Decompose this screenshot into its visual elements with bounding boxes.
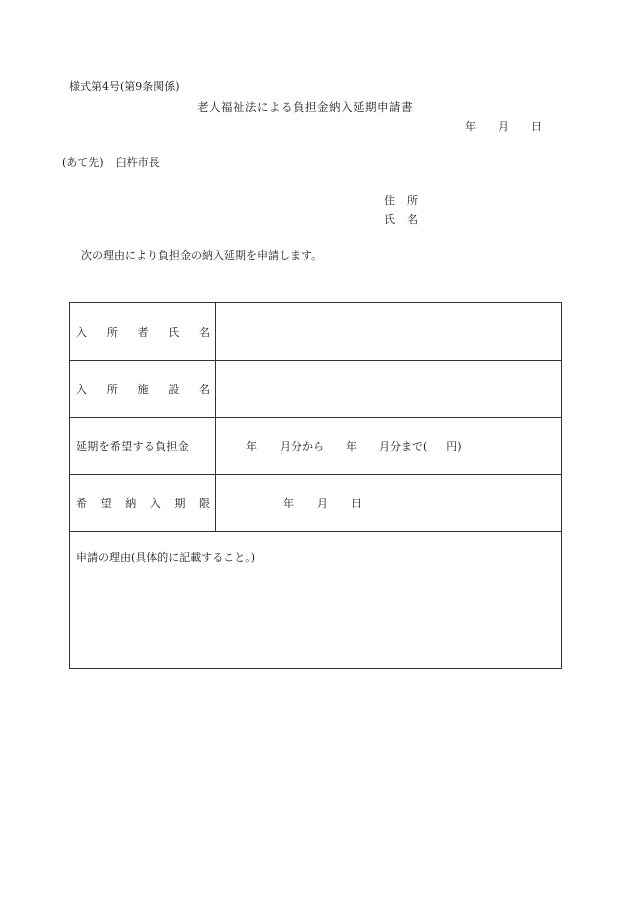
label-resident-name: 入 所 者 氏 名 xyxy=(70,303,216,360)
value-resident-name[interactable] xyxy=(217,303,561,360)
row-facility-name xyxy=(70,361,561,418)
name-label: 氏 名 xyxy=(384,213,418,226)
date-month: 月 xyxy=(498,120,509,133)
form-number: 様式第4号(第9条関係) xyxy=(69,80,180,93)
to-month: 月分まで( xyxy=(379,440,428,453)
to-year: 年 xyxy=(346,440,357,453)
value-deferred-amount[interactable] xyxy=(217,418,561,474)
value-payment-deadline[interactable] xyxy=(217,475,561,531)
reason-label: 申請の理由(具体的に記載すること。) xyxy=(76,551,256,564)
from-year: 年 xyxy=(246,440,257,453)
label-deferred-amount: 延期を希望する負担金 xyxy=(70,418,216,474)
address-label: 住 所 xyxy=(384,194,418,207)
row-resident-name xyxy=(70,303,561,361)
yen: 円) xyxy=(446,440,462,453)
request-sentence: 次の理由により負担金の納入延期を申請します。 xyxy=(81,249,323,262)
reason-cell[interactable] xyxy=(70,532,561,668)
deadline-day: 日 xyxy=(351,497,362,510)
date-line xyxy=(465,120,542,134)
deadline-month: 月 xyxy=(317,497,328,510)
addressee xyxy=(62,156,160,170)
row-deferred-amount xyxy=(70,418,561,475)
addressee-name: 臼杵市長 xyxy=(115,156,160,169)
deadline-year: 年 xyxy=(283,497,294,510)
addressee-prefix: (あて先) xyxy=(62,156,104,169)
row-payment-deadline xyxy=(70,475,561,532)
label-payment-deadline: 希 望 納 入 期 限 xyxy=(70,475,216,531)
application-table xyxy=(69,302,562,669)
from-month: 月分から xyxy=(280,440,324,453)
date-year: 年 xyxy=(465,120,476,133)
value-facility-name[interactable] xyxy=(217,361,561,417)
applicant-block xyxy=(384,194,418,232)
document-title: 老人福祉法による負担金納入延期申請書 xyxy=(197,100,413,114)
date-day: 日 xyxy=(531,120,542,133)
label-facility-name: 入 所 施 設 名 xyxy=(70,361,216,417)
